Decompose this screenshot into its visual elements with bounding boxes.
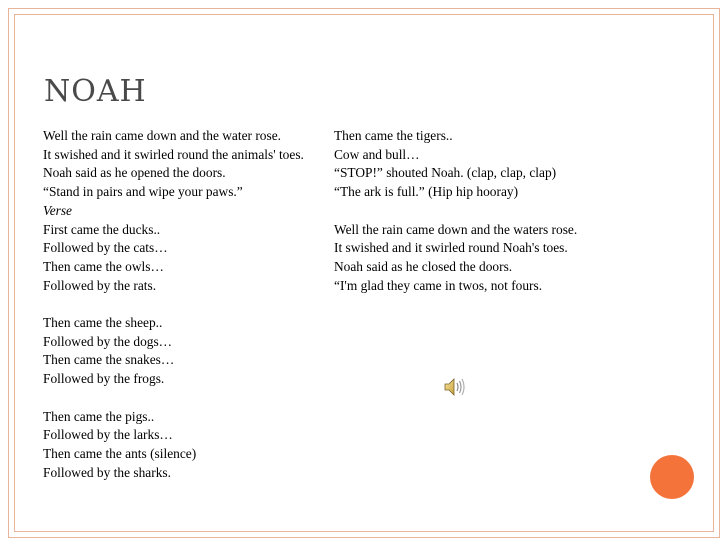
lyric-line: Then came the pigs.. (43, 408, 155, 424)
lyrics-right-column (334, 127, 624, 295)
lyric-line: “I'm glad they came in twos, not fours. (334, 277, 543, 293)
lyric-line: “STOP!” shouted Noah. (clap, clap, clap) (334, 165, 557, 181)
lyric-line: Followed by the sharks. (43, 464, 171, 480)
lyric-line: Then came the snakes… (43, 352, 175, 368)
lyric-line: Followed by the dogs… (43, 333, 173, 349)
lyric-line: Noah said as he opened the doors. (43, 165, 226, 181)
lyric-line: Followed by the cats… (43, 240, 168, 256)
lyric-spacer (43, 389, 328, 408)
lyric-line: Noah said as he closed the doors. (334, 258, 513, 274)
speaker-icon[interactable] (443, 376, 467, 398)
lyric-spacer (334, 202, 624, 221)
lyric-line: Followed by the larks… (43, 427, 173, 443)
lyric-line: Well the rain came down and the waters rose. (334, 221, 578, 237)
lyric-line: It swished and it swirled round the animals' toes. (43, 146, 304, 162)
lyric-line: First came the ducks.. (43, 221, 161, 237)
lyric-line: Well the rain came down and the water rose. (43, 128, 281, 143)
lyric-line: Followed by the frogs. (43, 371, 165, 387)
lyric-line: It swished and it swirled round Noah's toes. (334, 240, 568, 256)
lyric-spacer (43, 295, 328, 314)
lyric-line: Followed by the rats. (43, 277, 157, 293)
slide-title: NOAH (44, 74, 147, 109)
lyric-line: Then came the owls… (43, 258, 164, 274)
lyric-line: Cow and bull… (334, 146, 420, 162)
lyric-line: “Stand in pairs and wipe your paws.” (43, 184, 243, 200)
lyric-line: “The ark is full.” (Hip hip hooray) (334, 184, 519, 200)
lyric-line: Then came the sheep.. (43, 315, 163, 331)
lyric-line: Then came the ants (silence) (43, 445, 197, 461)
lyric-line: Then came the tigers.. (334, 128, 453, 143)
lyrics-left-column (43, 127, 328, 482)
lyric-line: Verse (43, 202, 73, 218)
decorative-circle (650, 455, 694, 499)
